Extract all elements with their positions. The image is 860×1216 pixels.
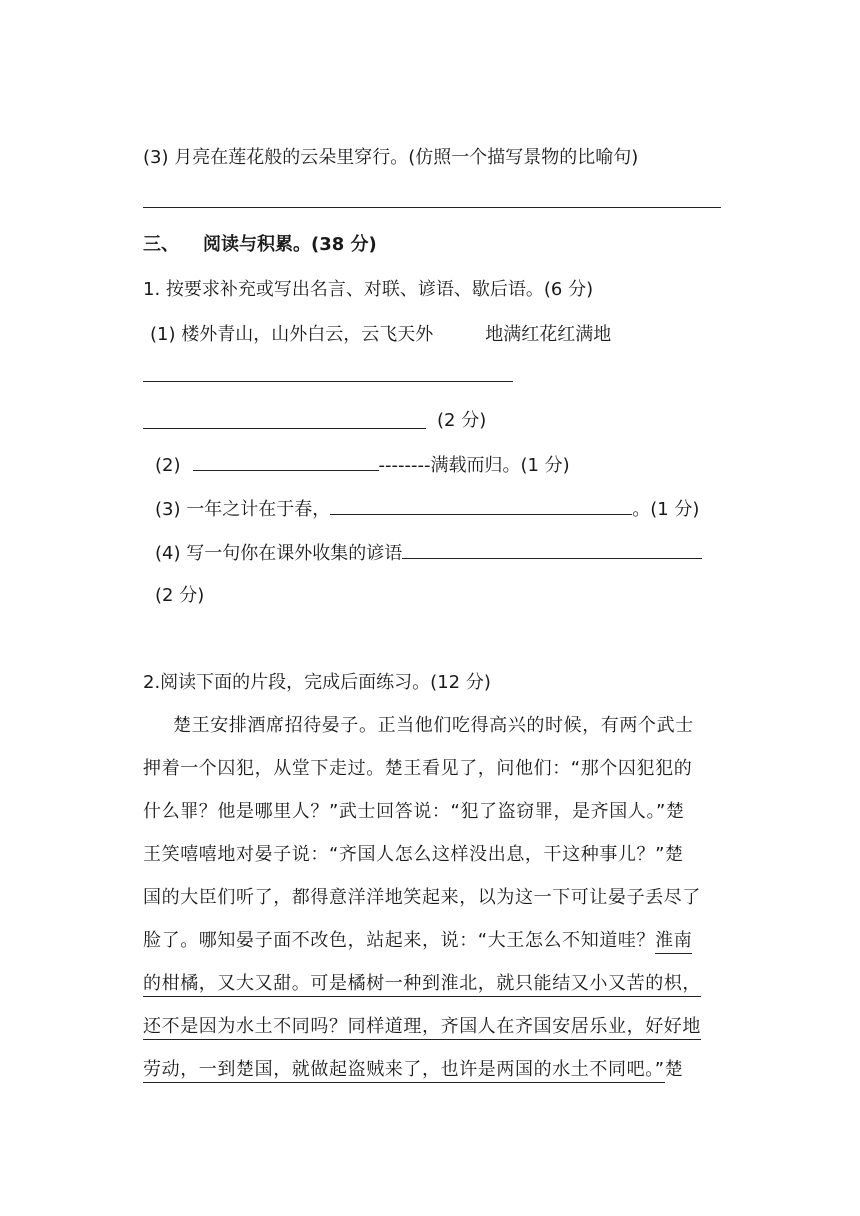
passage-line: 王笑嘻嘻地对晏子说：“齐国人怎么这样没出息，干这种事儿？”楚 bbox=[143, 844, 684, 865]
underlined-sentence: 还不是因为水土不同吗？同样道理，齐国人在齐国安居乐业，好好地 bbox=[143, 1016, 701, 1040]
proverb-item-3: (3) 一年之计在于春， 。(1 分) bbox=[155, 496, 699, 523]
answer-line-metaphor[interactable] bbox=[143, 207, 721, 208]
proverb-item-4-score: (2 分) bbox=[155, 585, 205, 606]
couplet-score: (2 分) bbox=[437, 410, 487, 431]
underlined-sentence: 的柑橘，又大又甜。可是橘树一种到淮北，就只能结又小又苦的枳， bbox=[143, 973, 701, 997]
passage-line: 劳动，一到楚国，就做起盗贼来了，也许是两国的水土不同吧。”楚 bbox=[143, 1057, 683, 1083]
reading-passage bbox=[143, 713, 723, 1093]
passage-line: 国的大臣们听了，都得意洋洋地笑起来，以为这一下可让晏子丢尽了 bbox=[143, 887, 701, 908]
answer-blank-item-3[interactable] bbox=[330, 496, 632, 515]
question-2-prompt: 2.阅读下面的片段，完成后面练习。(12 分) bbox=[143, 672, 491, 693]
section-3-heading: 三、 阅读与积累。(38 分) bbox=[143, 234, 377, 255]
passage-line bbox=[143, 1014, 701, 1040]
answer-line-couplet-1[interactable] bbox=[143, 381, 513, 382]
couplet-item: (1) 楼外青山，山外白云，云飞天外 地满红花红满地 bbox=[150, 324, 612, 345]
passage-line: 押着一个囚犯，从堂下走过。楚王看见了，问他们：“那个囚犯犯的 bbox=[143, 758, 693, 779]
proverb-item-4: (4) 写一句你在课外收集的谚语 bbox=[155, 540, 702, 567]
underlined-sentence: 劳动，一到楚国，就做起盗贼来了，也许是两国的水土不同吧。” bbox=[143, 1059, 665, 1083]
answer-blank-item-2[interactable] bbox=[193, 452, 379, 471]
underlined-sentence: 淮南 bbox=[655, 930, 692, 954]
question-1-prompt: 1. 按要求补充或写出名言、对联、谚语、歇后语。(6 分) bbox=[143, 279, 594, 300]
proverb-item-2: (2) --------满载而归。(1 分) bbox=[155, 452, 570, 479]
passage-line: 楚王安排酒席招待晏子。正当他们吃得高兴的时候，有两个武士 bbox=[173, 715, 694, 736]
answer-blank-item-4[interactable] bbox=[402, 540, 702, 559]
metaphor-exercise-prompt: (3) 月亮在莲花般的云朵里穿行。(仿照一个描写景物的比喻句) bbox=[143, 147, 639, 168]
passage-line: 脸了。哪知晏子面不改色，站起来，说：“大王怎么不知道哇？淮南 bbox=[143, 928, 692, 954]
answer-line-couplet-2[interactable] bbox=[143, 428, 426, 429]
passage-line bbox=[143, 971, 701, 997]
passage-line: 什么罪？他是哪里人？”武士回答说：“犯了盗窃罪，是齐国人。”楚 bbox=[143, 801, 685, 822]
